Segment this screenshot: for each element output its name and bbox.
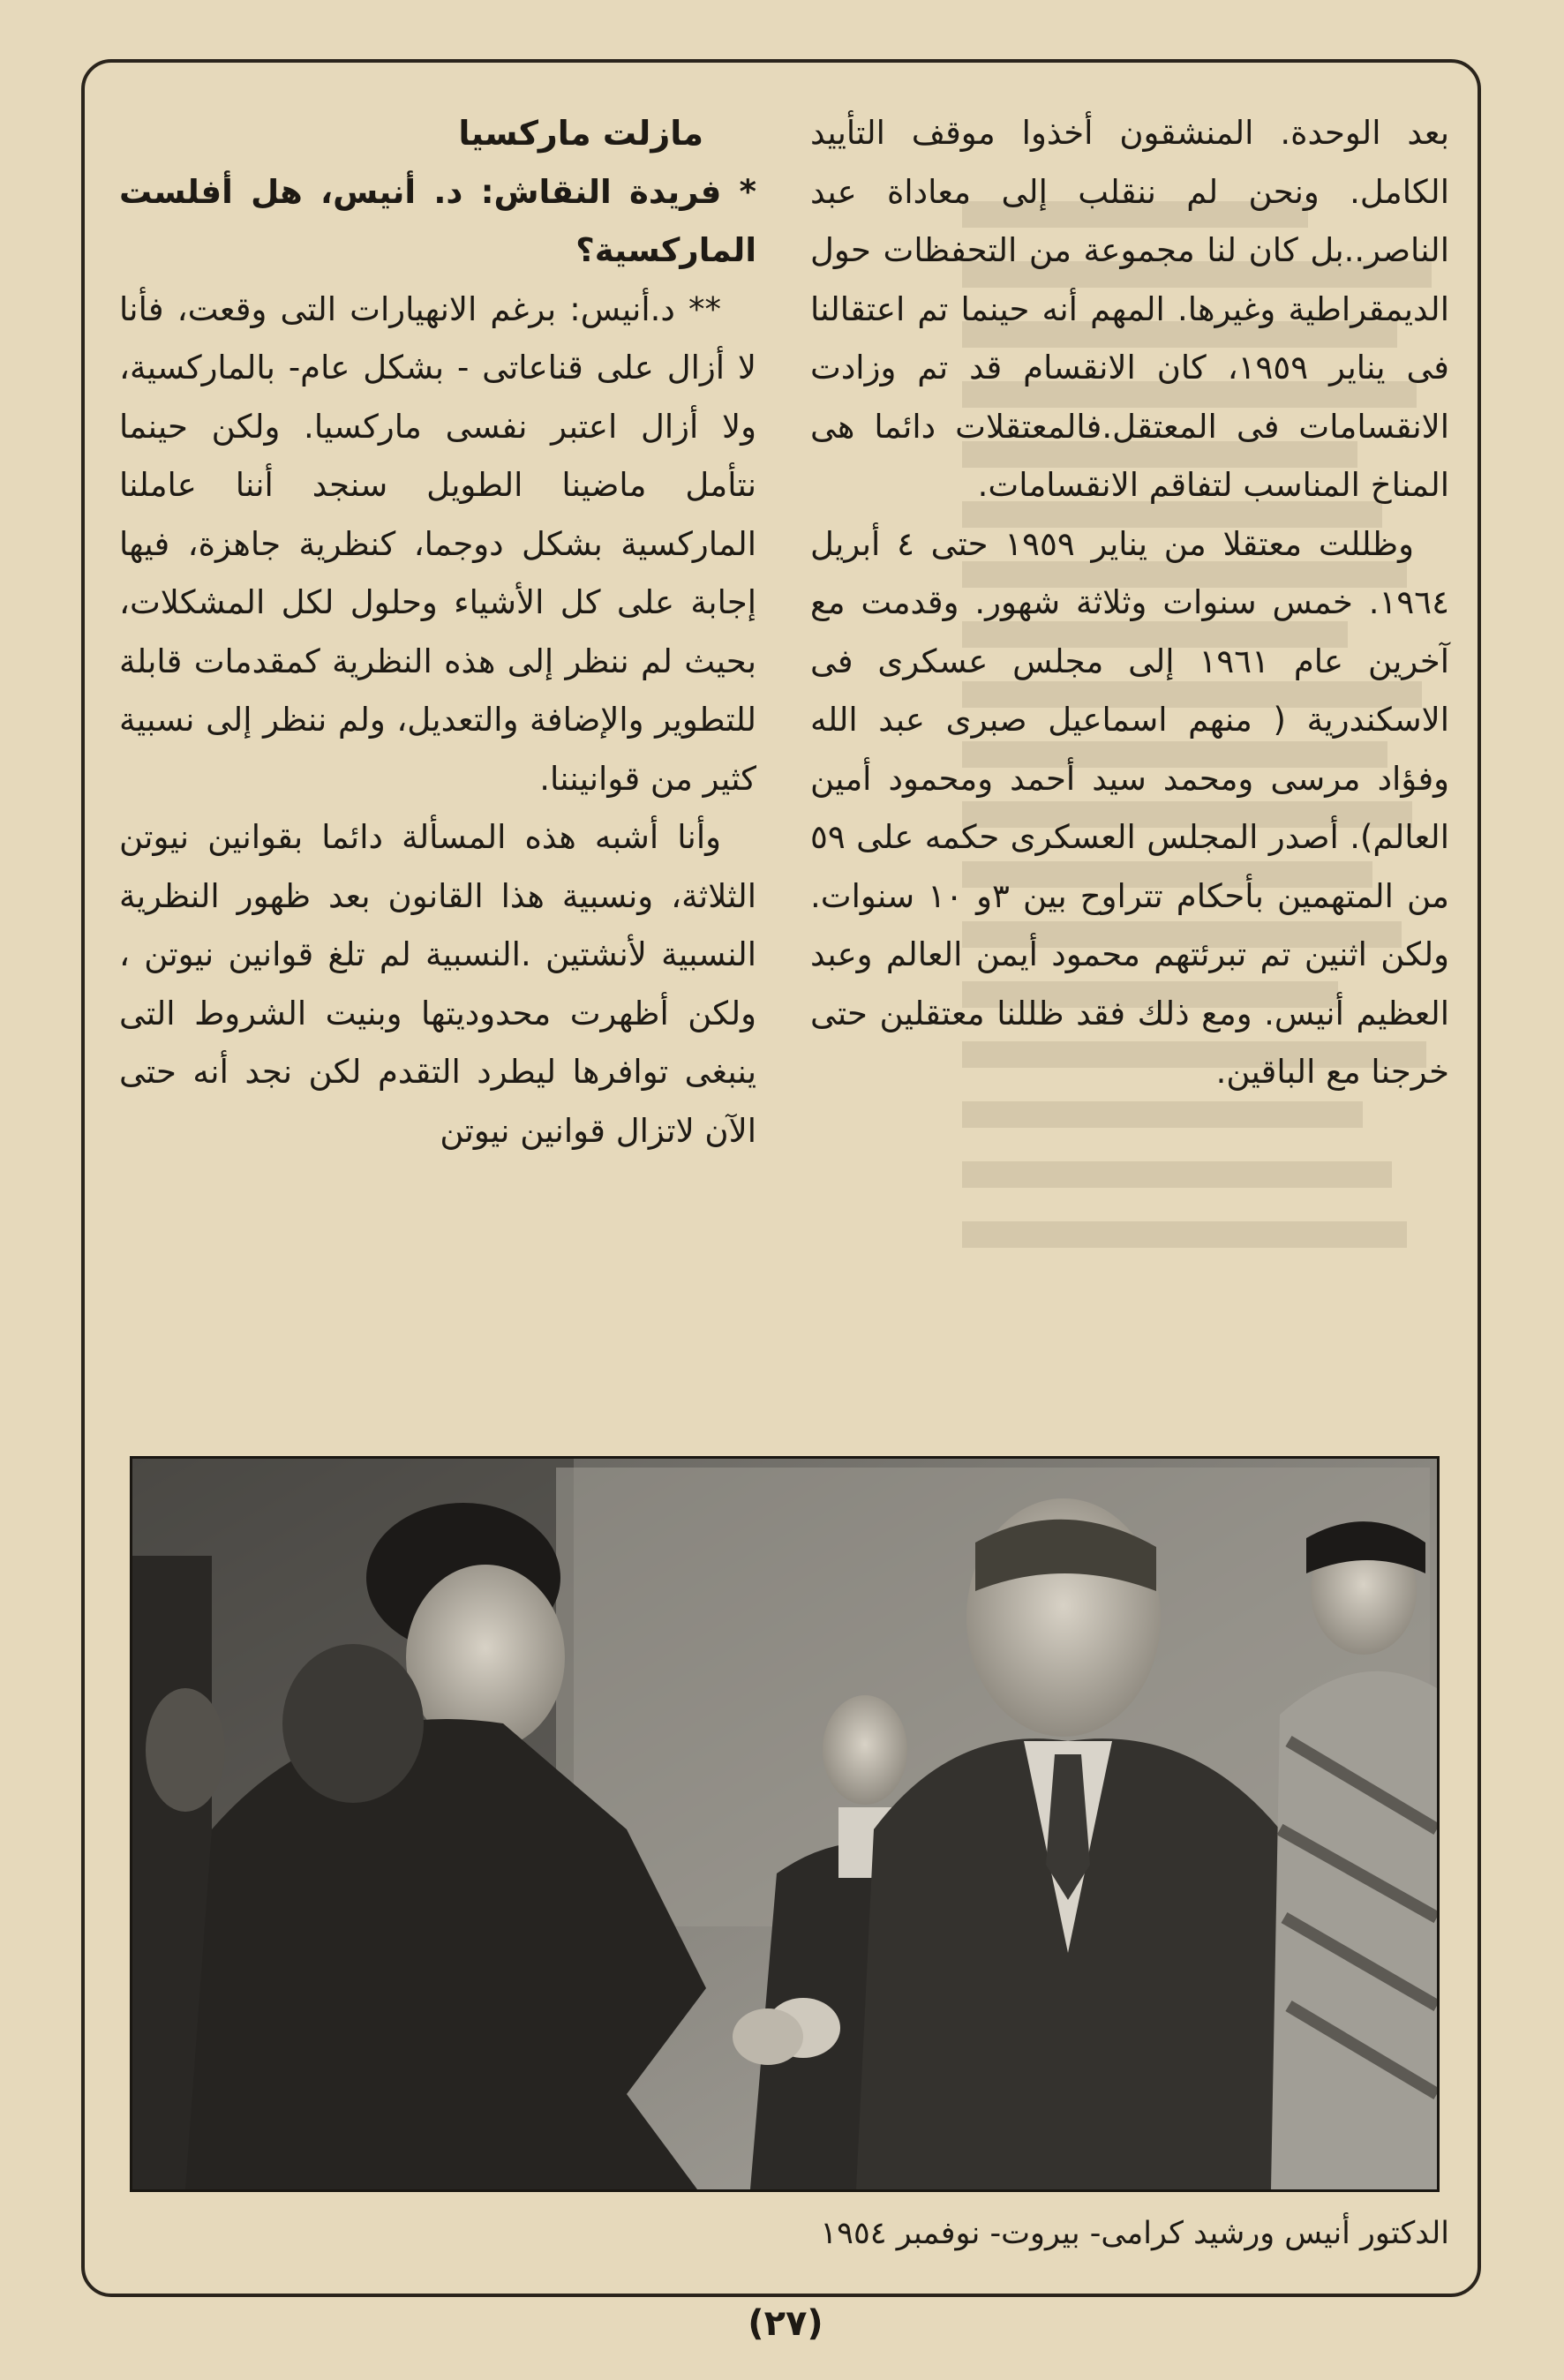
left-text-column: [119, 104, 756, 1160]
page-number: (٢٧): [748, 2303, 823, 2344]
right-text-column: [810, 104, 1449, 1102]
paragraph: وأنا أشبه هذه المسألة دائما بقوانين نيوتن الثلاثة، ونسبية هذا القانون بعد ظهور النظرية النسبية لأنشتين .النسبية لم تلغ قوانين نيوتن ، ولكن أظهرت محدوديتها وبنيت الشروط التى ينبغى توافرها ليطرد التقدم لكن نجد أنه حتى الآن لاتزال قوانين نيوتن: [119, 818, 756, 1150]
photo-caption: الدكتور أنيس ورشيد كرامى- بيروت- نوفمبر ١٩٥٤: [820, 2216, 1449, 2251]
paragraph: وظللت معتقلا من يناير ١٩٥٩ حتى ٤ أبريل ١٩٦٤. خمس سنوات وثلاثة شهور. وقدمت مع آخرين عام ١٩٦١ إلى مجلس عسكرى فى الاسكندرية ( منهم اسماعيل صبرى عبد الله وفؤاد مرسى ومحمد سيد أحمد ومحمود أمين العالم). أصدر المجلس العسكرى حكمه على ٥٩ من المتهمين بأحكام تتراوح بين ٣و ١٠ سنوات. ولكن اثنين تم تبرئتهم محمود أيمن العالم وعبد العظيم أنيس. ومع ذلك فقد ظللنا معتقلين حتى خرجنا مع الباقين.: [810, 524, 1449, 1091]
interview-question: * فريدة النقاش: د. أنيس، هل أفلست الماركسية؟: [119, 172, 756, 269]
historical-photo: [130, 1456, 1440, 2192]
paragraph: بعد الوحدة. المنشقون أخذوا موقف التأييد الكامل. ونحن لم ننقلب إلى معاداة عبد الناصر..بل كان لنا مجموعة من التحفظات حول الديمقراطية وغيرها. المهم أنه حينما تم اعتقالنا فى يناير ١٩٥٩، كان الانقسام قد تم وزادت الانقسامات فى المعتقل.فالمعتقلات دائما هى المناخ المناسب لتفاقم الانقسامات.: [810, 114, 1449, 504]
interview-answer: ** د.أنيس: برغم الانهيارات التى وقعت، فأنا لا أزال على قناعاتى - بشكل عام- بالماركسية، ولا أزال اعتبر نفسى ماركسيا. ولكن حينما نتأمل ماضينا الطويل سنجد أننا عاملنا الماركسية بشكل دوجما، كنظرية جاهزة، فيها إجابة على كل الأشياء وحلول لكل المشكلات، بحيث لم ننظر إلى هذه النظرية كمقدمات قابلة للتطوير والإضافة والتعديل، ولم ننظر إلى نسبية كثير من قوانيننا.: [119, 289, 756, 798]
section-heading: مازلت ماركسيا: [458, 114, 703, 153]
photo-illustration: [132, 1459, 1437, 2189]
